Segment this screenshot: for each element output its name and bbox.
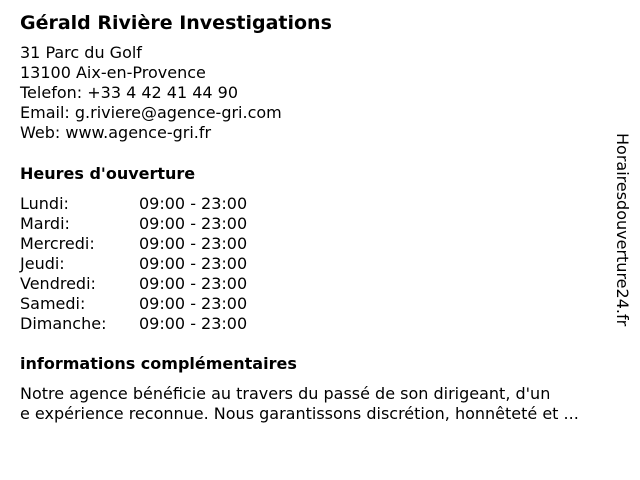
email-address: Email: g.riviere@agence-gri.com — [20, 103, 282, 122]
day-label: Lundi: — [20, 194, 69, 213]
day-label: Dimanche: — [20, 314, 107, 333]
opening-hours-heading: Heures d'ouverture — [20, 164, 196, 183]
opening-hours-table — [20, 194, 247, 334]
city-postal-code: 13100 Aix-en-Provence — [20, 63, 206, 82]
hours-row-tuesday — [20, 214, 247, 234]
hours-row-friday — [20, 274, 247, 294]
hours-row-monday — [20, 194, 247, 214]
website: Web: www.agence-gri.fr — [20, 123, 212, 142]
street-address: 31 Parc du Golf — [20, 43, 142, 62]
description-line: e expérience reconnue. Nous garantissons discrétion, honnêteté et ... — [20, 404, 579, 423]
day-label: Mercredi: — [20, 234, 95, 253]
time-range: 09:00 - 23:00 — [139, 234, 248, 253]
time-range: 09:00 - 23:00 — [139, 254, 248, 273]
time-range: 09:00 - 23:00 — [139, 194, 248, 213]
day-label: Jeudi: — [20, 254, 65, 273]
day-label: Vendredi: — [20, 274, 96, 293]
day-label: Mardi: — [20, 214, 70, 233]
business-name: Gérald Rivière Investigations — [20, 12, 332, 34]
phone-number: Telefon: +33 4 42 41 44 90 — [20, 83, 239, 102]
time-range: 09:00 - 23:00 — [139, 214, 248, 233]
business-description — [20, 384, 630, 424]
address-block — [20, 43, 282, 143]
hours-row-thursday — [20, 254, 247, 274]
hours-row-sunday — [20, 314, 247, 334]
time-range: 09:00 - 23:00 — [139, 274, 248, 293]
additional-info-heading: informations complémentaires — [20, 354, 297, 373]
time-range: 09:00 - 23:00 — [139, 294, 248, 313]
time-range: 09:00 - 23:00 — [139, 314, 248, 333]
day-label: Samedi: — [20, 294, 86, 313]
site-watermark-label: Horairesdouverture24.fr — [613, 133, 632, 327]
hours-row-saturday — [20, 294, 247, 314]
description-line: Notre agence bénéficie au travers du passé de son dirigeant, d'un — [20, 384, 551, 403]
hours-row-wednesday — [20, 234, 247, 254]
